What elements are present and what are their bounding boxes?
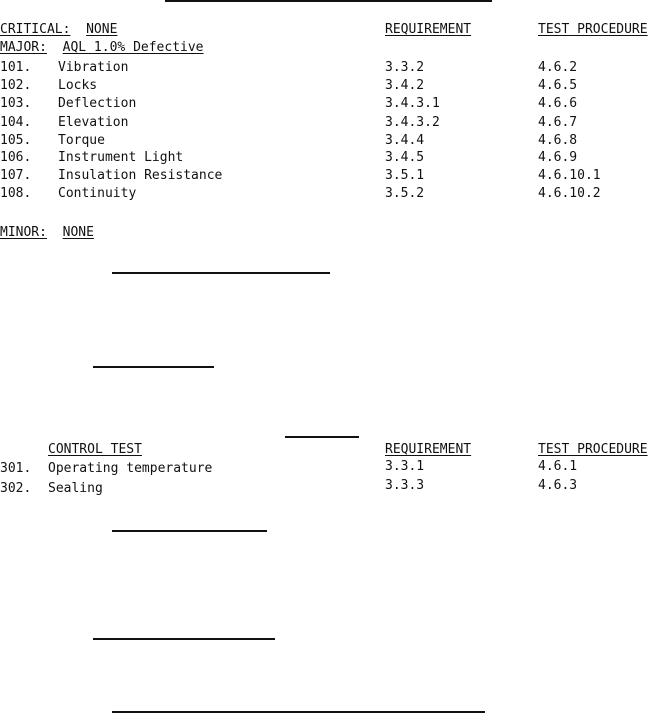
row-number: 101. [0, 60, 32, 75]
row-number: 108. [0, 186, 32, 201]
row-procedure: 4.6.5 [538, 78, 578, 93]
row-number: 302. [0, 481, 32, 496]
row-name: Sealing [48, 481, 103, 496]
minor-label: MINOR: [0, 225, 47, 240]
row-number: 105. [0, 133, 32, 148]
minor-line [0, 225, 94, 241]
row-procedure: 4.6.7 [538, 115, 578, 130]
row-procedure: 4.6.10.1 [538, 168, 601, 183]
row-requirement: 3.4.3.1 [385, 96, 440, 111]
row-requirement: 3.5.2 [385, 186, 425, 201]
row-number: 102. [0, 78, 32, 93]
critical-label: CRITICAL: [0, 22, 71, 37]
minor-value: NONE [62, 225, 94, 240]
row-name: Vibration [58, 60, 129, 75]
control-test-header: CONTROL TEST [48, 442, 142, 457]
row-name: Insulation Resistance [58, 168, 223, 183]
row-name: Instrument Light [58, 150, 184, 165]
row-number: 301. [0, 461, 32, 476]
control-procedure-header: TEST PROCEDURE [538, 442, 648, 457]
row-procedure: 4.6.3 [538, 478, 578, 493]
row-procedure: 4.6.6 [538, 96, 578, 111]
blank-rule [112, 711, 485, 713]
blank-rule [112, 530, 267, 532]
row-requirement: 3.4.2 [385, 78, 425, 93]
critical-value: NONE [86, 22, 118, 37]
row-procedure: 4.6.9 [538, 150, 578, 165]
row-name: Locks [58, 78, 98, 93]
row-requirement: 3.3.2 [385, 60, 425, 75]
blank-rule [93, 638, 275, 640]
row-requirement: 3.4.3.2 [385, 115, 440, 130]
row-procedure: 4.6.1 [538, 459, 578, 474]
major-label: MAJOR: [0, 40, 47, 55]
top-rule [165, 0, 492, 2]
row-requirement: 3.3.1 [385, 459, 425, 474]
row-name: Continuity [58, 186, 137, 201]
row-number: 103. [0, 96, 32, 111]
row-procedure: 4.6.10.2 [538, 186, 601, 201]
requirement-header: REQUIREMENT [385, 22, 472, 37]
row-procedure: 4.6.8 [538, 133, 578, 148]
row-name: Torque [58, 133, 105, 148]
row-requirement: 3.4.4 [385, 133, 425, 148]
row-procedure: 4.6.2 [538, 60, 578, 75]
row-name: Deflection [58, 96, 137, 111]
row-number: 106. [0, 150, 32, 165]
row-requirement: 3.5.1 [385, 168, 425, 183]
row-name: Elevation [58, 115, 129, 130]
row-requirement: 3.3.3 [385, 478, 425, 493]
control-requirement-header: REQUIREMENT [385, 442, 472, 457]
blank-rule [285, 436, 359, 438]
blank-rule [112, 272, 330, 274]
row-number: 107. [0, 168, 32, 183]
critical-line [0, 22, 117, 38]
row-requirement: 3.4.5 [385, 150, 425, 165]
test-procedure-header: TEST PROCEDURE [538, 22, 648, 37]
row-name: Operating temperature [48, 461, 213, 476]
major-line [0, 40, 204, 56]
row-number: 104. [0, 115, 32, 130]
major-value: AQL 1.0% Defective [62, 40, 204, 55]
blank-rule [93, 366, 214, 368]
